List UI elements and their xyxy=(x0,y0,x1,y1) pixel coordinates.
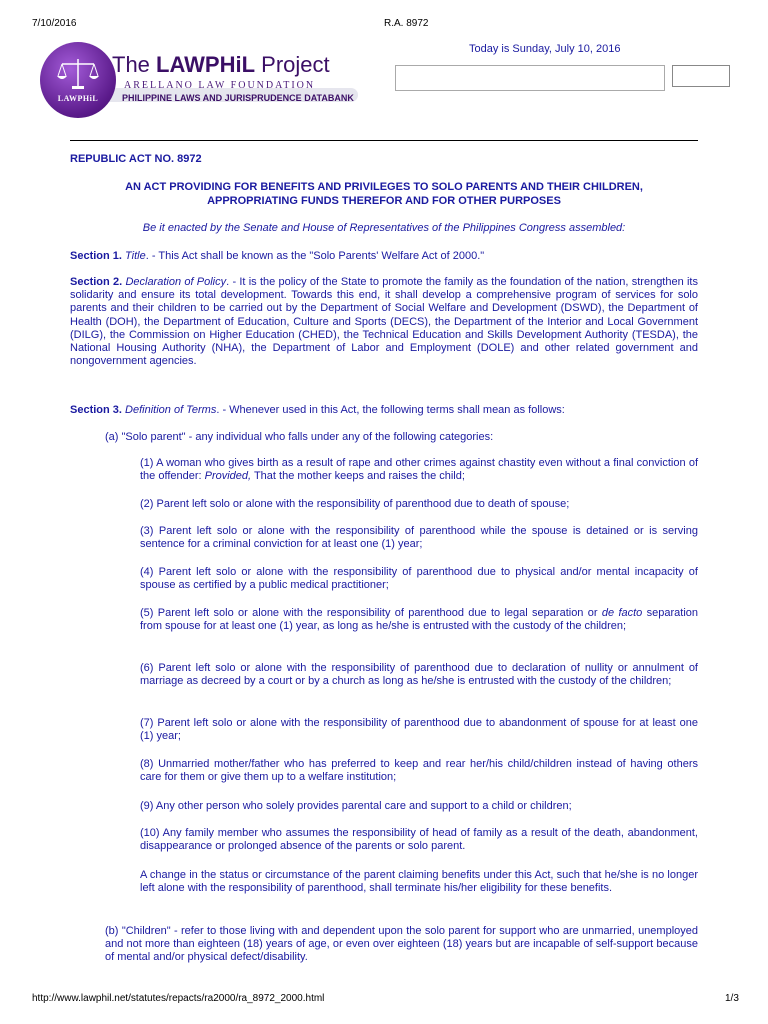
definition-b: (b) "Children" - refer to those living with and dependent upon the solo parent for support who are unmarried, unemployed and not more than eighteen (18) years of age, or even over eighteen (18) years but are incapable of self-support because of mental and/or physical defect/disability. xyxy=(105,925,698,964)
section-2: Section 2. Declaration of Policy. - It is the policy of the State to promote the family as the foundation of the nation, strengthen its solidarity and ensure its total development. Towards this end, it shall develop a comprehensive program of services for solo parents and their children to be carried out by the Department of Social Welfare and Development (DSWD), the Department of Health (DOH), the Department of Education, Culture and Sports (DECS), the Department of the Interior and Local Government (DILG), the Commission on Higher Education (CHED), the Technical Education and Skills Development Authority (TESDA), the National Housing Authority (NHA), the Department of Labor and Employment (DOLE) and other related government and nongovernment agencies. xyxy=(70,276,698,368)
print-page-number: 1/3 xyxy=(725,993,739,1004)
category-4: (4) Parent left solo or alone with the responsibility of parenthood due to physical and/or mental incapacity of spouse as certified by a public medical practitioner; xyxy=(140,566,698,592)
print-url: http://www.lawphil.net/statutes/repacts/ra2000/ra_8972_2000.html xyxy=(32,993,325,1004)
section-3: Section 3. Definition of Terms. - Whenever used in this Act, the following terms shall mean as follows: xyxy=(70,404,565,416)
logo-emblem-text: LAWPHiL xyxy=(57,94,99,103)
category-1: (1) A woman who gives birth as a result of rape and other crimes against chastity even without a final conviction of the offender: Provided, That the mother keeps and raises the child; xyxy=(140,457,698,483)
print-date: 7/10/2016 xyxy=(32,18,77,29)
status-change-clause: A change in the status or circumstance of the parent claiming benefits under this Act, such that he/she is no longer left alone with the responsibility of parenthood, shall terminate his/her eligibility for these benefits. xyxy=(140,869,698,895)
logo-databank: PHILIPPINE LAWS AND JURISPRUDENCE DATABANK xyxy=(122,93,354,103)
logo-title: The LAWPHiL Project xyxy=(112,52,330,77)
section-1: Section 1. Title. - This Act shall be known as the "Solo Parents' Welfare Act of 2000." xyxy=(70,250,485,262)
today-date: Today is Sunday, July 10, 2016 xyxy=(469,43,621,55)
logo-foundation: ARELLANO LAW FOUNDATION xyxy=(124,80,316,91)
scales-of-justice-icon xyxy=(56,56,100,92)
category-8: (8) Unmarried mother/father who has preferred to keep and rear her/his child/children instead of having others care for them or give them up to a welfare institution; xyxy=(140,758,698,784)
act-title-line1: AN ACT PROVIDING FOR BENEFITS AND PRIVILEGES TO SOLO PARENTS AND THEIR CHILDREN, xyxy=(125,181,643,193)
category-5: (5) Parent left solo or alone with the responsibility of parenthood due to legal separation or de facto separation from spouse for at least one (1) year, as long as he/she is entrusted with the custody of the children; xyxy=(140,607,698,633)
lawphil-logo[interactable] xyxy=(40,40,360,120)
category-7: (7) Parent left solo or alone with the responsibility of parenthood due to abandonment of spouse for at least one (1) year; xyxy=(140,717,698,743)
act-number: REPUBLIC ACT NO. 8972 xyxy=(70,153,202,165)
header-divider xyxy=(70,140,698,141)
enacting-clause: Be it enacted by the Senate and House of Representatives of the Philippines Congress assembled: xyxy=(142,222,626,234)
category-6: (6) Parent left solo or alone with the responsibility of parenthood due to declaration of nullity or annulment of marriage as decreed by a court or by a church as long as he/she is entrusted with the custody of the children; xyxy=(140,662,698,688)
category-10: (10) Any family member who assumes the responsibility of head of family as a result of the death, abandonment, disappearance or prolonged absence of the parents or solo parent. xyxy=(140,827,698,853)
logo-emblem xyxy=(40,42,116,118)
category-3: (3) Parent left solo or alone with the responsibility of parenthood while the spouse is detained or is serving sentence for a criminal conviction for at least one (1) year; xyxy=(140,525,698,551)
category-2: (2) Parent left solo or alone with the responsibility of parenthood due to death of spouse; xyxy=(140,498,570,510)
search-input[interactable] xyxy=(395,65,665,91)
print-title: R.A. 8972 xyxy=(384,18,429,29)
category-9: (9) Any other person who solely provides parental care and support to a child or children; xyxy=(140,800,572,812)
act-title-line2: APPROPRIATING FUNDS THEREFOR AND FOR OTHER PURPOSES xyxy=(207,195,561,207)
search-button[interactable] xyxy=(672,65,730,87)
definition-a: (a) "Solo parent" - any individual who falls under any of the following categories: xyxy=(105,431,494,443)
